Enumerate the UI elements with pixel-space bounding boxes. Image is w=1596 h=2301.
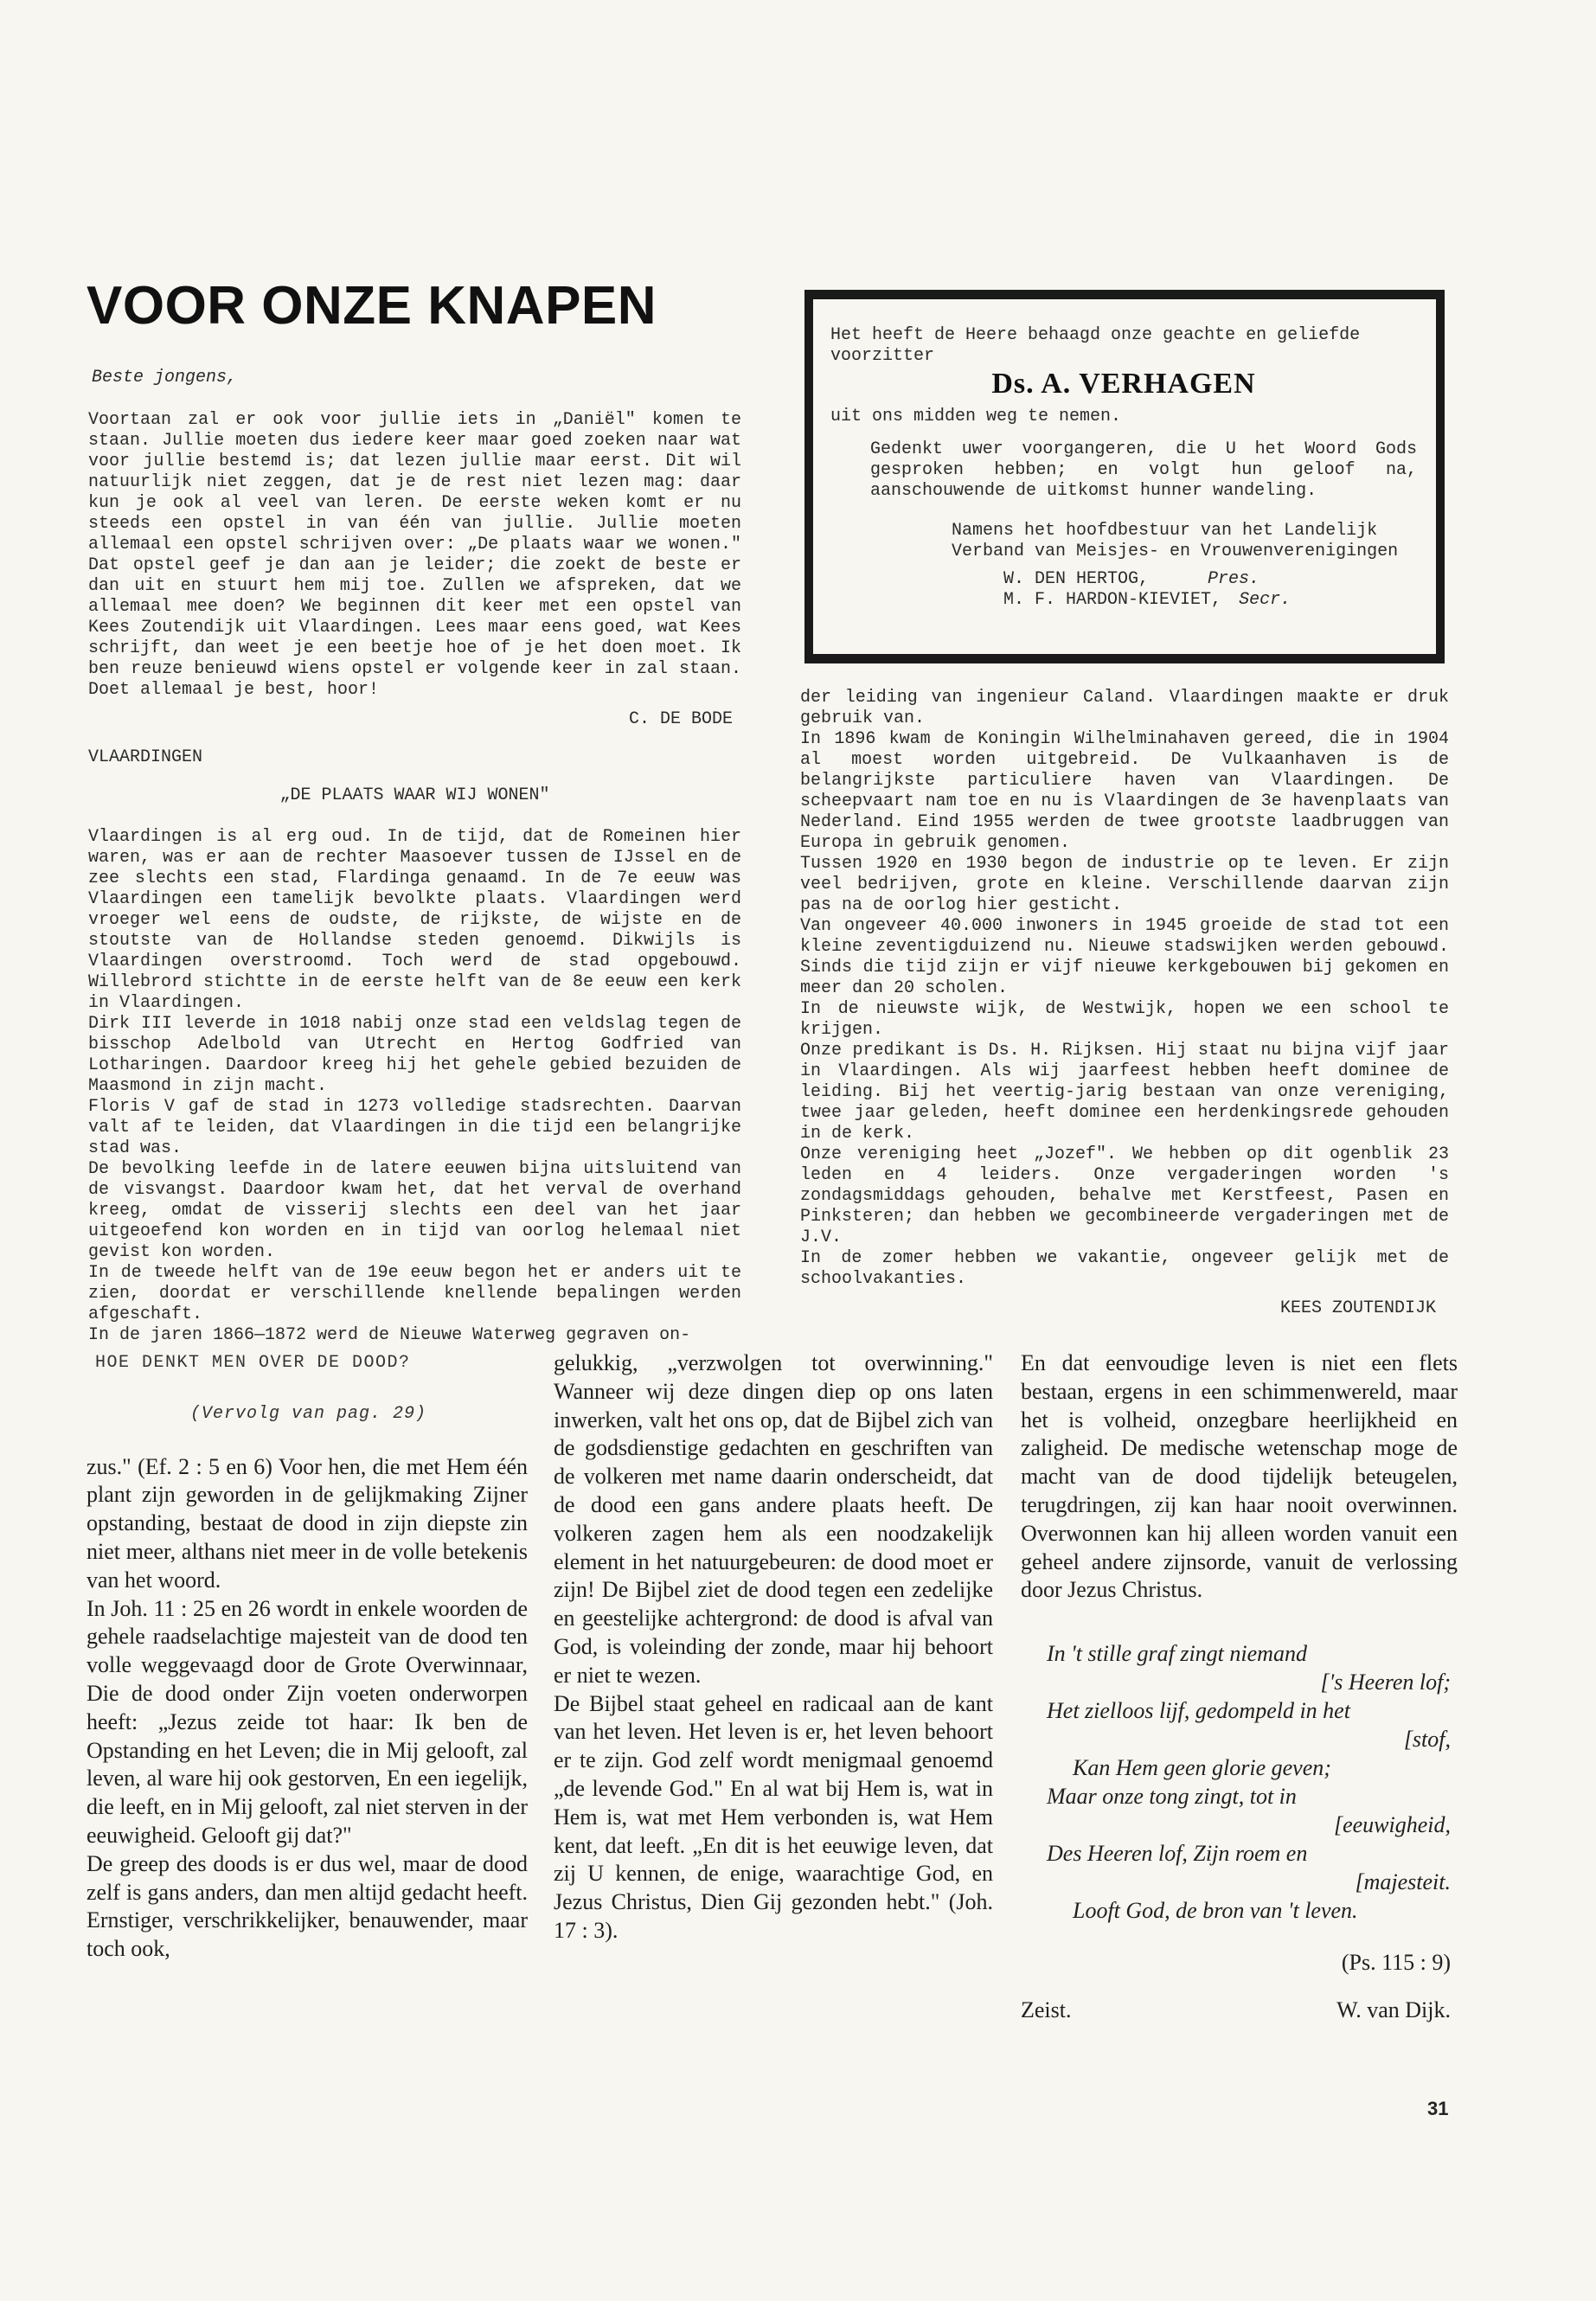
essay-continuation xyxy=(800,688,1449,1319)
signer-secretary xyxy=(1003,590,1417,611)
article-column-3 xyxy=(1021,1349,1458,2025)
poem-line: [eeuwigheid, xyxy=(1333,1812,1451,1838)
intro-paragraph: Voortaan zal er ook voor jullie iets in „Daniël" komen te staan. Jullie moeten dus iedere keer maar goed zoeken naar wat voor jullie bestemd is; dat lezen jullie maar eerst. Dit wil natuurlijk niet zeggen, dat je de rest niet lezen mag: daar kun je ook al veel van leren. De eerste weken komt er nu steeds een opstel in van één van jullie. Jullie moeten allemaal een opstel schrijven over: „De plaats waar we wonen." Dat opstel geef je dan aan je leider; die zoekt de beste er dan uit en stuurt hem mij toe. Zullen we afspreken, dat we allemaal mee doen? We beginnen dit keer met een opstel van Kees Zoutendijk uit Vlaardingen. Lees maar eens goed, wat Kees schrijft, dan weet je een beetje hoe of je het doen moet. Ik ben reuze benieuwd wiens opstel er volgende keer in zal staan. Doet allemaal je best, hoor! xyxy=(88,410,741,700)
notice-board: Namens het hoofdbestuur van het Landelijk Verband van Meisjes- en Vrouwenverenigingen xyxy=(952,521,1399,561)
signer-president xyxy=(1003,569,1417,590)
article-paragraph: De greep des doods is er dus wel, maar de dood zelf is gans anders, dan men altijd gedacht heeft. Ernstiger, verschrikkelijker, benauwender, maar toch ook, xyxy=(87,1850,528,1962)
essay-paragraph: In de tweede helft van de 19e eeuw begon het er anders uit te zien, doordat er verschillende knellende bepalingen werden afgeschaft. xyxy=(88,1263,741,1324)
article-paragraph: In Joh. 11 : 25 en 26 wordt in enkele woorden de gehele raadselachtige majesteit van de dood ten volle weggevaagd door de Grote Overwinnaar, Die de dood onder Zijn voeten onderworpen heeft: „Jezus zeide tot haar: Ik ben de Opstanding en het Leven; die in Mij gelooft, zal leven, al ware hij ook gestorven, En een iegelijk, die leeft, en in Mij gelooft, zal niet sterven in der eeuwigheid. Gelooft gij dat?" xyxy=(87,1595,528,1848)
signer-role: Secr. xyxy=(1239,590,1292,610)
greeting: Beste jongens, xyxy=(92,368,238,388)
article-heading: HOE DENKT MEN OVER DE DOOD? xyxy=(95,1353,411,1373)
article-paragraph: gelukkig, „verzwolgen tot overwinning." Wanneer wij deze dingen diep op ons laten inwerken, valt het ons op, dat de Bijbel zich van de godsdienstige gedachten en geschriften van de volkeren met name daarin onderscheidt, dat de dood een gans andere plaats heeft. De volkeren zagen hem als een noodzakelijk element in het natuurgebeuren: de dood moet er zijn! De Bijbel ziet de dood tegen een zedelijke en geestelijke achtergrond: de dood is afval van God, is voleinding der zonde, maar hij behoort er niet te wezen. xyxy=(554,1350,993,1688)
article-closing xyxy=(1021,1997,1458,2025)
poem-line: [majesteit. xyxy=(1355,1869,1451,1895)
essay-paragraph: De bevolking leefde in de latere eeuwen bijna uitsluitend van de visvangst. Daardoor kwam het, dat het verval de overhand kreeg, omdat de visserij slechts een deel van het jaar uitgeoefend kon worden en in tijd van oorlog helemaal niet gevist kon worden. xyxy=(88,1159,741,1262)
article-column-1 xyxy=(87,1349,528,1964)
essay-paragraph: Tussen 1920 en 1930 begon de industrie op te leven. Er zijn veel bedrijven, grote en kleine. Verschillende daarvan zijn pas na de oorlog hier gesticht. xyxy=(800,854,1449,915)
obituary-notice xyxy=(804,290,1445,663)
article-column-2 xyxy=(554,1349,993,1945)
essay-signature: KEES ZOUTENDIJK xyxy=(1279,1298,1436,1318)
signer-name: M. F. HARDON-KIEVIET, xyxy=(1003,590,1222,610)
poem-line: Het zielloos lijf, gedompeld in het xyxy=(1047,1698,1350,1724)
essay-paragraph: In de zomer hebben we vakantie, ongeveer gelijk met de schoolvakanties. xyxy=(800,1248,1449,1289)
place-heading: VLAARDINGEN xyxy=(88,747,203,767)
page-number: 31 xyxy=(1427,2098,1449,2119)
notice-from: uit ons midden weg te nemen. xyxy=(830,407,1122,426)
signer-role: Pres. xyxy=(1208,569,1260,589)
author: W. van Dijk. xyxy=(1336,1997,1451,2022)
essay-paragraph: In de nieuwste wijk, de Westwijk, hopen we een school te krijgen. xyxy=(800,999,1449,1040)
continued-note: (Vervolg van pag. 29) xyxy=(190,1403,427,1424)
poem-line: Kan Hem geen glorie geven; xyxy=(1073,1755,1331,1781)
essay-paragraph: In 1896 kwam de Koningin Wilhelminahaven gereed, die in 1904 al moest worden uitgebreid. De Vulkaanhaven is de belangrijkste particuliere haven van Vlaardingen. De scheepvaart nam toe en nu is Vlaardingen de 3e havenplaats van Nederland. Eind 1955 werden de twee grootste laadbruggen van Europa in gebruik genomen. xyxy=(800,729,1449,853)
essay-paragraph: Floris V gaf de stad in 1273 volledige stadsrechten. Daarvan valt af te leiden, dat Vlaardingen in die tijd een belangrijke stad was. xyxy=(88,1097,741,1158)
intro-signature: C. DE BODE xyxy=(628,709,733,729)
poem-line: [stof, xyxy=(1403,1727,1451,1753)
poem-line: Des Heeren lof, Zijn roem en xyxy=(1047,1841,1308,1867)
essay-paragraph: Dirk III leverde in 1018 nabij onze stad een veldslag tegen de bisschop Adelbold van Utrecht en Hertog Godfried van Lotharingen. Daardoor kreeg hij het gehele gebied bezuiden de Maasmond in zijn macht. xyxy=(88,1014,741,1096)
section-title: VOOR ONZE KNAPEN xyxy=(87,276,657,336)
poem-line: ['s Heeren lof; xyxy=(1320,1670,1451,1695)
poem-line: Maar onze tong zingt, tot in xyxy=(1047,1784,1297,1810)
notice-verse: Gedenkt uwer voorgangeren, die U het Woord Gods gesproken hebben; en volgt hun geloof na, aanschouwende de uitkomst hunner wandeling. xyxy=(870,439,1417,501)
essay-paragraph: Vlaardingen is al erg oud. In de tijd, dat de Romeinen hier waren, was er aan de rechter Maasoever tussen de IJssel en de zee slechts een stad, Flardinga genaamd. In de 7e eeuw was Vlaardingen een tamelijk bevolkte plaats. Vlaardingen werd vroeger wel eens de oudste, de rijkste, de wijste en de stoutste van de Hollandse steden genoemd. Dikwijls is Vlaardingen overstroomd. Toch werd de stad opgebouwd. Willebrord stichtte in de eerste helft van de 8e eeuw een kerk in Vlaardingen. xyxy=(88,827,741,1013)
psalm-reference: (Ps. 115 : 9) xyxy=(1341,1950,1451,1976)
signer-name: W. DEN HERTOG, xyxy=(1003,569,1150,589)
knapen-column xyxy=(88,368,741,1346)
article-paragraph: De Bijbel staat geheel en radicaal aan de kant van het leven. Het leven is er, het leven behoort er te zijn. God zelf wordt menigmaal genoemd „de levende God." En al wat bij Hem is, wat in Hem is, wat met Hem verbonden is, wat Hem kent, dat leeft. „En dit is het eeuwige leven, dat zij U kennen, de enige, waarachtige God, en Jezus Christus, Dien Gij gezonden hebt." (Joh. 17 : 3). xyxy=(554,1690,993,1943)
essay-paragraph: In de jaren 1866—1872 werd de Nieuwe Waterweg gegraven on- xyxy=(88,1325,691,1345)
article-paragraph: zus." (Ef. 2 : 5 en 6) Voor hen, die met Hem één plant zijn geworden in de gelijkmaking Zijner opstanding, bestaat de dood in zijn diepste zin niet meer, althans niet meer in de volle betekenis van het woord. xyxy=(87,1453,528,1593)
place: Zeist. xyxy=(1021,1997,1072,2022)
poem xyxy=(1047,1639,1458,1925)
essay-paragraph: der leiding van ingenieur Caland. Vlaardingen maakte er druk gebruik van. xyxy=(800,688,1449,728)
article-paragraph: En dat eenvoudige leven is niet een flets bestaan, ergens in een schimmenwereld, maar het is volheid, onzegbare heerlijkheid en zaligheid. De medische wetenschap moge de macht van de dood tijdelijk beteugelen, terugdringen, zij kan haar nooit overwinnen. Overwonnen kan hij alleen worden vanuit een geheel andere zijnsorde, vanuit de verlossing door Jezus Christus. xyxy=(1021,1350,1458,1603)
essay-paragraph: Van ongeveer 40.000 inwoners in 1945 groeide de stad tot een kleine zeventigduizend nu. Nieuwe stadswijken werden gebouwd. Sinds die tijd zijn er vijf nieuwe kerkgebouwen bij gekomen en meer dan 20 scholen. xyxy=(800,916,1449,998)
poem-line: In 't stille graf zingt niemand xyxy=(1047,1641,1307,1667)
poem-line: Looft God, de bron van 't leven. xyxy=(1073,1898,1358,1924)
deceased-name: Ds. A. VERHAGEN xyxy=(991,368,1256,400)
essay-title: „DE PLAATS WAAR WIJ WONEN" xyxy=(279,785,550,805)
notice-intro: Het heeft de Heere behaagd onze geachte en geliefde voorzitter xyxy=(830,325,1361,366)
essay-paragraph: Onze predikant is Ds. H. Rijksen. Hij staat nu bijna vijf jaar in Vlaardingen. Als wij jaarfeest hebben heeft dominee de leiding. Bij het veertig-jarig bestaan van onze vereniging, twee jaar geleden, heeft dominee een herdenkingsrede gehouden in de kerk. xyxy=(800,1041,1449,1144)
essay-paragraph: Onze vereniging heet „Jozef". We hebben op dit ogenblik 23 leden en 4 leiders. Onze vergaderingen worden 's zondagsmiddags gehouden, behalve met Kerstfeest, Pasen en Pinksteren; dan hebben we gecombineerde vergaderingen met de J.V. xyxy=(800,1144,1449,1247)
